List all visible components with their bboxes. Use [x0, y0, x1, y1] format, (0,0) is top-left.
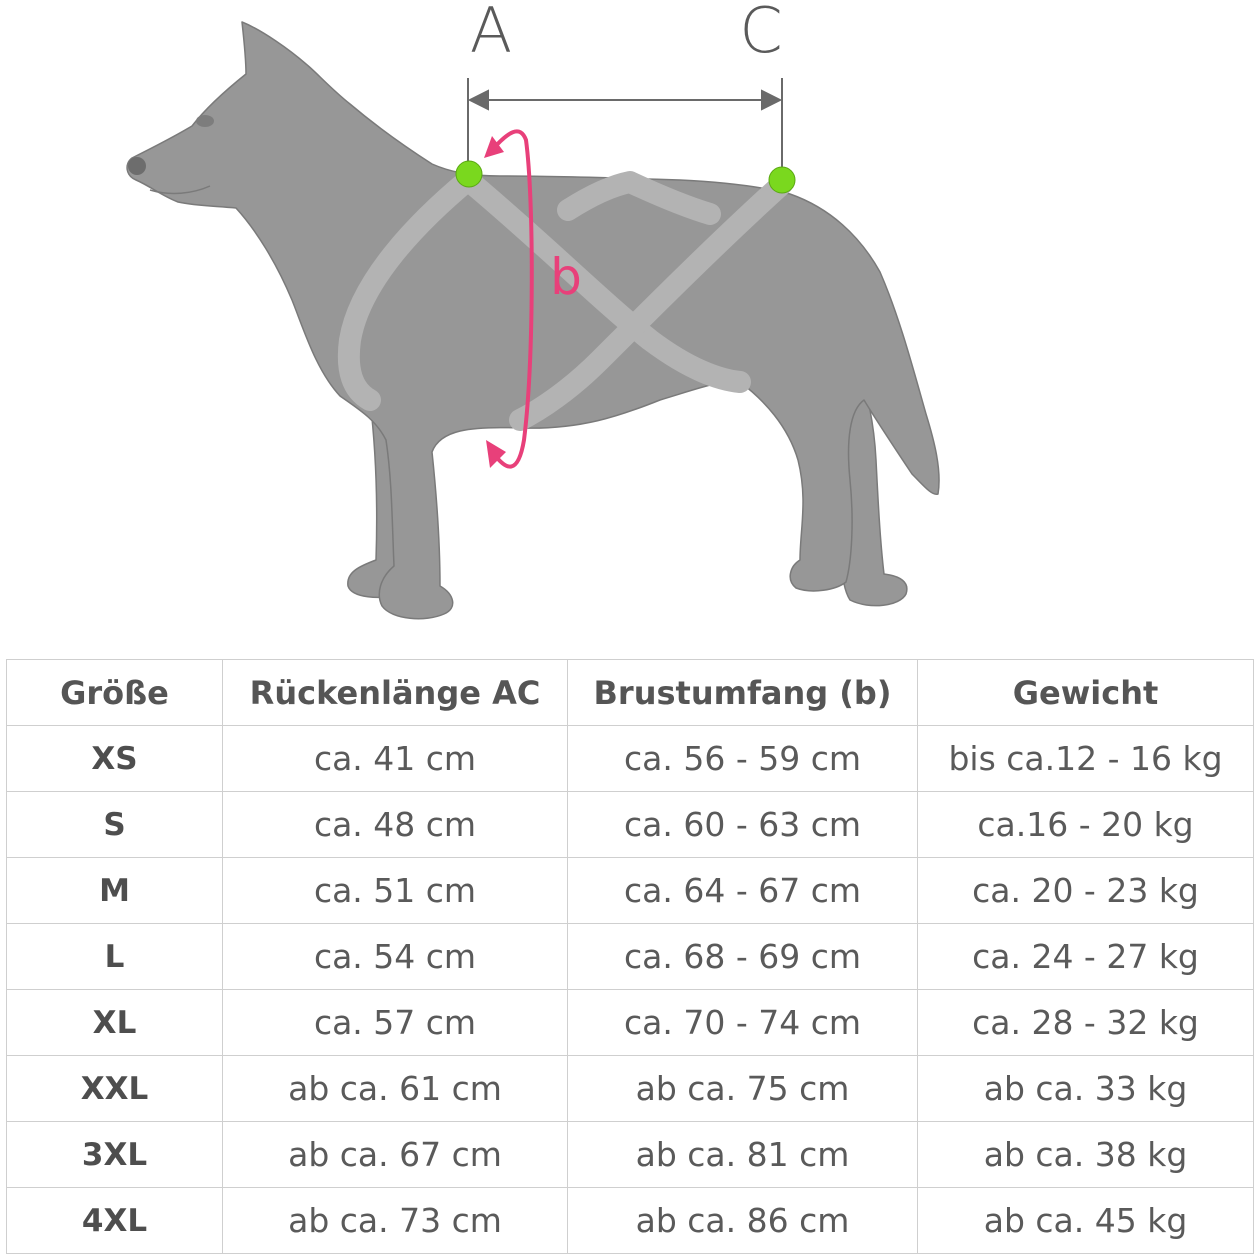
weight-cell: ab ca. 38 kg: [918, 1122, 1254, 1188]
size-cell: 4XL: [7, 1188, 223, 1254]
table-row: [7, 1056, 1254, 1122]
size-cell: L: [7, 924, 223, 990]
back-length-cell: ab ca. 73 cm: [223, 1188, 568, 1254]
chest-girth-cell: ab ca. 75 cm: [568, 1056, 918, 1122]
chest-girth-cell: ca. 64 - 67 cm: [568, 858, 918, 924]
table-row: [7, 924, 1254, 990]
chest-girth-cell: ab ca. 86 cm: [568, 1188, 918, 1254]
back-length-dimension: [468, 78, 782, 176]
chest-girth-cell: ca. 56 - 59 cm: [568, 726, 918, 792]
back-length-cell: ab ca. 67 cm: [223, 1122, 568, 1188]
header-weight: Gewicht: [918, 660, 1254, 726]
size-cell: 3XL: [7, 1122, 223, 1188]
dog-eye: [196, 115, 214, 127]
back-length-cell: ca. 57 cm: [223, 990, 568, 1056]
weight-cell: ca.16 - 20 kg: [918, 792, 1254, 858]
weight-cell: bis ca.12 - 16 kg: [918, 726, 1254, 792]
weight-cell: ca. 24 - 27 kg: [918, 924, 1254, 990]
size-cell: XS: [7, 726, 223, 792]
size-table-body: [7, 726, 1254, 1254]
size-cell: S: [7, 792, 223, 858]
table-row: [7, 1188, 1254, 1254]
label-c: C: [739, 0, 783, 67]
label-b: b: [550, 248, 582, 306]
header-size: Größe: [7, 660, 223, 726]
marker-dot-c: [769, 167, 795, 193]
weight-cell: ca. 20 - 23 kg: [918, 858, 1254, 924]
back-length-cell: ca. 54 cm: [223, 924, 568, 990]
size-cell: XL: [7, 990, 223, 1056]
chest-girth-cell: ab ca. 81 cm: [568, 1122, 918, 1188]
weight-cell: ca. 28 - 32 kg: [918, 990, 1254, 1056]
label-a: A: [469, 0, 513, 67]
weight-cell: ab ca. 33 kg: [918, 1056, 1254, 1122]
table-row: [7, 858, 1254, 924]
table-row: [7, 726, 1254, 792]
header-back-length: Rückenlänge AC: [223, 660, 568, 726]
table-row: [7, 990, 1254, 1056]
chest-girth-cell: ca. 68 - 69 cm: [568, 924, 918, 990]
marker-dot-a: [456, 161, 482, 187]
table-row: [7, 1122, 1254, 1188]
chest-girth-cell: ca. 60 - 63 cm: [568, 792, 918, 858]
chest-girth-cell: ca. 70 - 74 cm: [568, 990, 918, 1056]
size-cell: M: [7, 858, 223, 924]
back-length-cell: ca. 41 cm: [223, 726, 568, 792]
header-chest-girth: Brustumfang (b): [568, 660, 918, 726]
weight-cell: ab ca. 45 kg: [918, 1188, 1254, 1254]
size-cell: XXL: [7, 1056, 223, 1122]
size-table-header: [7, 660, 1254, 726]
table-row: [7, 792, 1254, 858]
size-table: [6, 659, 1254, 1254]
back-length-cell: ca. 48 cm: [223, 792, 568, 858]
header-row: [7, 660, 1254, 726]
back-length-cell: ab ca. 61 cm: [223, 1056, 568, 1122]
back-length-cell: ca. 51 cm: [223, 858, 568, 924]
dog-nose: [128, 157, 146, 175]
